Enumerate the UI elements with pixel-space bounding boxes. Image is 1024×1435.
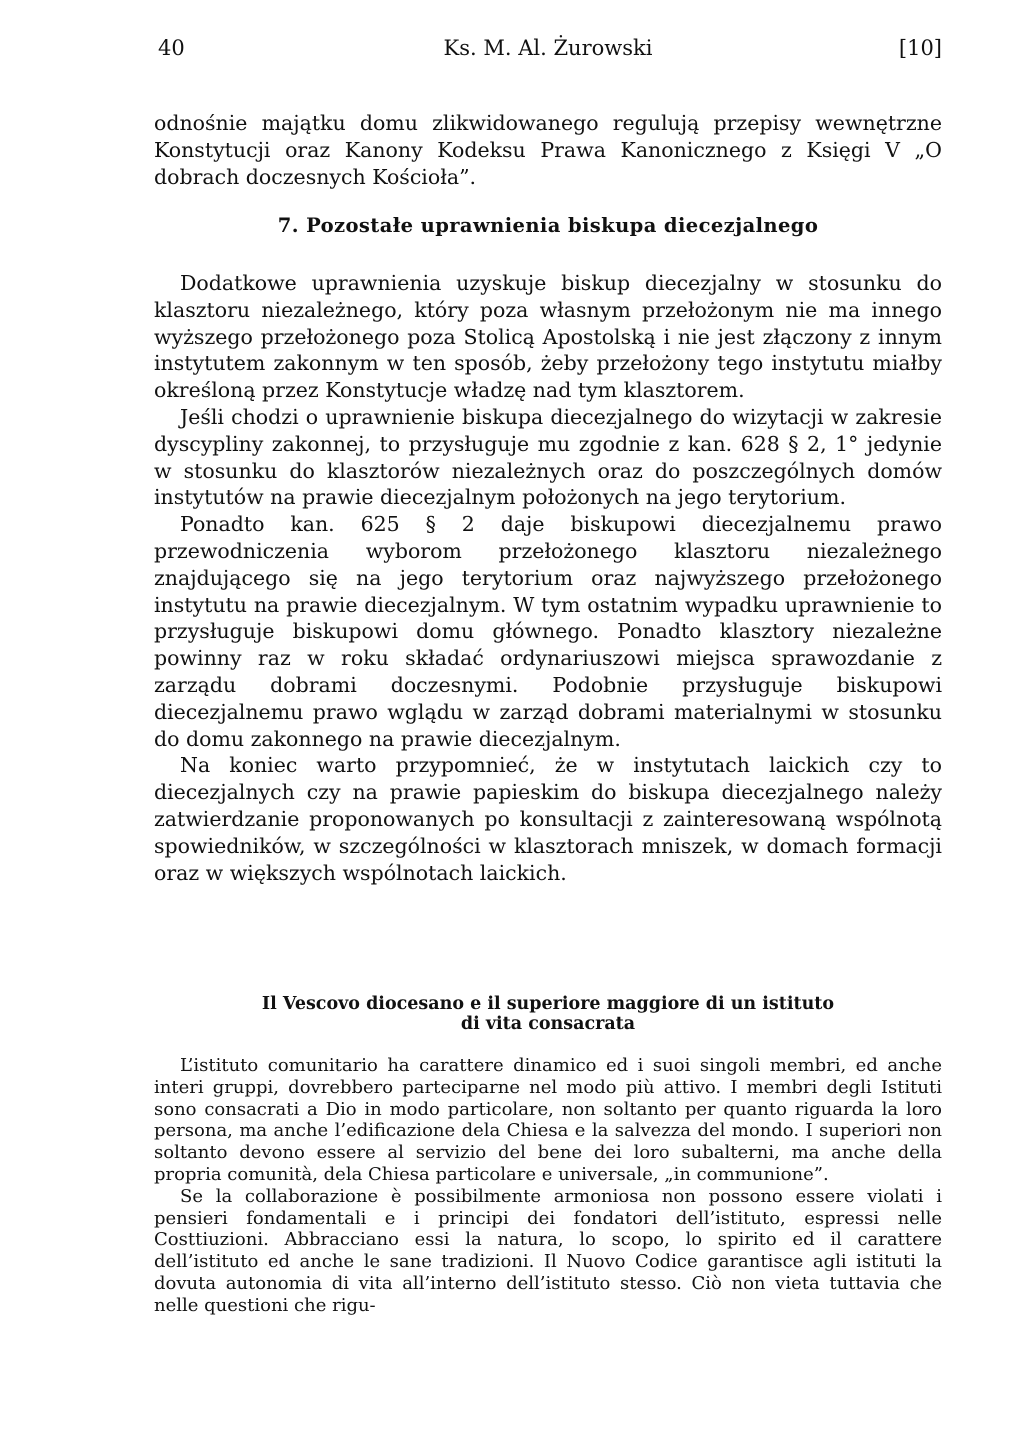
paragraph: Jeśli chodzi o uprawnienie biskupa diecezjalnego do wizytacji w zakresie dyscypliny zakonnej, to przysługuje mu zgodnie z kan. 628 § 2, 1° jedynie w stosunku do klasztorów niezależnych oraz do poszczególnych domów instytutów na prawie diecezjalnym położonych na jego terytorium. (154, 404, 942, 510)
summary-heading-line: Il Vescovo diocesano e il superiore maggiore di un istituto (261, 994, 835, 1014)
summary-heading (154, 994, 942, 1034)
italian-summary (154, 1055, 942, 1317)
running-header (154, 36, 942, 72)
paragraph: odnośnie majątku domu zlikwidowanego regulują przepisy wewnętrzne Konstytucji oraz Kanony Kodeksu Prawa Kanonicznego z Księgi V „O dobrach doczesnych Kościoła”. (154, 111, 942, 189)
paragraph: Na koniec warto przypomnieć, że w instytutach laickich czy to diecezjalnych czy na prawie papieskim do biskupa diecezjalnego należy zatwierdzanie proponowanych po konsultacji z zainteresowaną wspólnotą spowiedników, w szczególności w klasztorach mniszek, w domach formacji oraz w większych wspólnotach laickich. (154, 753, 942, 885)
summary-heading-line: di vita consacrata (460, 1014, 636, 1034)
polish-text-top (154, 110, 942, 190)
section-heading: 7. Pozostałe uprawnienia biskupa diecezjalnego (277, 214, 819, 237)
page-number: 40 (158, 36, 185, 60)
polish-text-body (154, 270, 942, 886)
paragraph: L’istituto comunitario ha carattere dinamico ed i suoi singoli membri, ed anche interi gruppi, dovrebbero parteciparne nel modo più attivo. I membri degli Istituti sono consacrati a Dio in modo particolare, non soltanto per quanto riguarda la loro persona, ma anche l’edificazione dela Chiesa e la salvezza del mondo. I superiori non soltanto devono essere al servizio del bene dei loro subalterni, ma anche della propria comunità, dela Chiesa particolare e universale, „in communione”. (154, 1055, 942, 1185)
chapter-marker: [10] (898, 36, 942, 60)
paragraph: Dodatkowe uprawnienia uzyskuje biskup diecezjalny w stosunku do klasztoru niezależnego, który poza własnym przełożonym nie ma innego wyższego przełożonego poza Stolicą Apostolską i nie jest złączony z innym instytutem zakonnym w ten sposób, żeby przełożony tego instytutu miałby określoną przez Konstytucje władzę nad tym klasztorem. (154, 271, 942, 403)
paragraph: Se la collaborazione è possibilmente armoniosa non possono essere violati i pensieri fondamentali e i principi dei fondatori dell’istituto, espressi nelle Costtiuzioni. Abbracciano essi la natura, lo scopo, lo spirito ed il carattere dell’istituto ed anche le sane tradizioni. Il Nuovo Codice garantisce agli istituti la dovuta autonomia di vita all’interno dell’istituto stesso. Ciò non vieta tuttavia che nelle questioni che rigu- (154, 1185, 942, 1316)
paragraph: Ponadto kan. 625 § 2 daje biskupowi diecezjalnemu prawo przewodniczenia wyborom przełożonego klasztoru niezależnego znajdującego się na jego terytorium oraz najwyższego przełożonego instytutu na prawie diecezjalnym. W tym ostatnim wypadku uprawnienie to przysługuje biskupowi domu głównego. Ponadto klasztory niezależne powinny raz w roku składać ordynariuszowi miejsca sprawozdanie z zarządu dobrami doczesnymi. Podobnie przysługuje biskupowi diecezjalnemu prawo wglądu w zarząd dobrami materialnymi w stosunku do domu zakonnego na prawie diecezjalnym. (154, 512, 942, 751)
running-author: Ks. M. Al. Żurowski (443, 36, 653, 60)
